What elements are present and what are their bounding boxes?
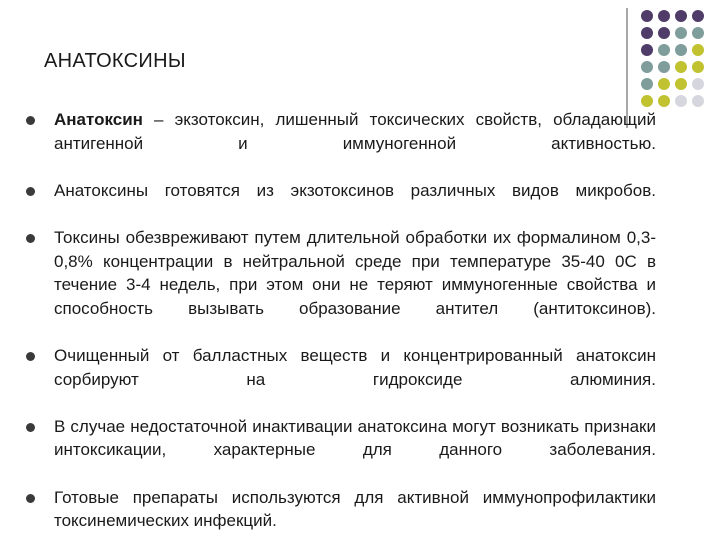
decor-dot [675,78,687,90]
decor-dot [658,95,670,107]
bullet-icon [26,352,35,361]
item-text: Анатоксины готовятся из экзотоксинов различных видов микробов. [54,180,656,200]
decor-dot [692,44,704,56]
slide-title: АНАТОКСИНЫ [44,50,186,72]
bullet-icon [26,234,35,243]
item-text: В случае недостаточной инактивации анатоксина могут возникать признаки интоксикации, характерные для данного заболевания. [54,416,656,460]
decor-dot [641,78,653,90]
item-lead: Анатоксин [54,110,143,129]
decor-dot [658,10,670,22]
bullet-icon [26,494,35,503]
bullet-list [20,108,656,533]
decor-dot [675,95,687,107]
decor-dot [692,61,704,73]
decor-dot [641,61,653,73]
decor-dot [675,61,687,73]
bullet-icon [26,423,35,432]
decor-dot [675,10,687,22]
list-item [20,179,656,226]
item-text: Очищенный от балластных веществ и концентрированный анатоксин сорбируют на гидроксиде алюминия. [54,345,656,389]
item-text: – экзотоксин, лишенный токсических свойств, обладающий антигенной и иммуногенной активностью. [54,110,656,153]
list-item [20,486,656,533]
decor-dot [692,78,704,90]
decor-dot [692,10,704,22]
list-item [20,108,656,179]
decor-dot [658,78,670,90]
bullet-icon [26,187,35,196]
decor-dot [675,27,687,39]
list-item [20,415,656,486]
list-item [20,344,656,415]
list-item [20,226,656,344]
item-text: Готовые препараты используются для активной иммунопрофилактики токсинемических инфекций. [54,487,656,531]
decor-dot [641,10,653,22]
bullet-icon [26,116,35,125]
decor-dot [641,95,653,107]
decor-dot [658,44,670,56]
decor-dot [675,44,687,56]
decor-dot [658,61,670,73]
decor-dot [692,27,704,39]
item-text: Токсины обезвреживают путем длительной обработки их формалином 0,3-0,8% концентрации в нейтральной среде при температуре 35-40 0С в течение 3-4 недель, при этом они не теряют иммуногенные свойства и способность вызывать образование антител (антитоксинов). [54,227,656,318]
decor-dot [641,27,653,39]
decor-dot [692,95,704,107]
decor-dot [641,44,653,56]
decor-dot [658,27,670,39]
